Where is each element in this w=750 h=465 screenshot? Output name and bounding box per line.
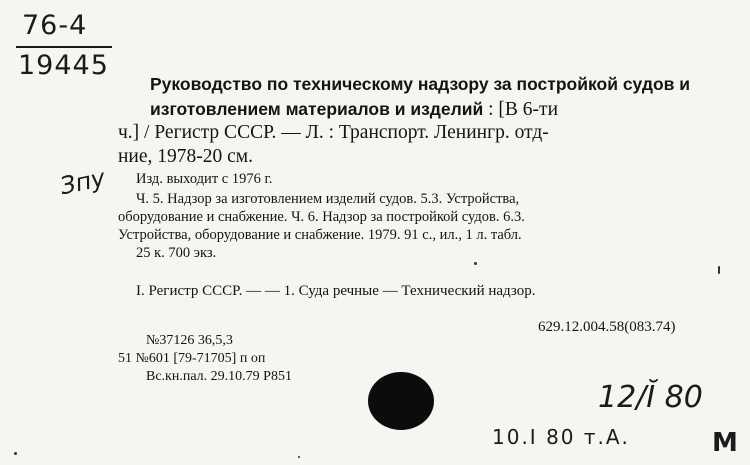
price-line: 25 к. 700 экз.	[136, 245, 217, 261]
call-number-top: 76-4	[22, 10, 88, 41]
title-line1-tail: : [В 6-ти	[488, 99, 559, 120]
ink-blot	[368, 372, 434, 430]
call-number-bottom: 19445	[18, 50, 109, 81]
volume-description-line3: Устройства, оборудование и снабжение. 1979. 91 с., ил., 1 л. табл.	[118, 227, 522, 243]
record-number-3: Вс.кн.пал. 29.10.79 Р851	[146, 369, 292, 384]
record-number-2: 51 №601 [79-71705] п оп	[118, 351, 266, 366]
handwritten-date: 12/Ĭ 80	[598, 380, 703, 415]
handwritten-corner-mark: М	[712, 428, 738, 458]
speck	[718, 266, 720, 274]
volume-description-line1: Ч. 5. Надзор за изготовлением изделий судов. 5.3. Устройства,	[136, 191, 520, 207]
publication-note: Изд. выходит с 1976 г.	[136, 171, 273, 187]
title-line2: ч.] / Регистр СССР. — Л. : Транспорт. Ленингр. отд-	[118, 122, 549, 143]
subject-headings: I. Регистр СССР. — — 1. Суда речные — Технический надзор.	[136, 283, 536, 299]
record-number-1: №37126 36,5,3	[146, 333, 233, 348]
title-line3: ние, 1978-20 см.	[118, 146, 254, 167]
title-bold: Руководство по техническому надзору за постройкой судов и изготовлением материалов и изделий	[150, 74, 691, 119]
handwritten-annotation: Зпу	[57, 163, 108, 201]
classification-number: 629.12.004.58(083.74)	[538, 319, 676, 335]
speck	[298, 456, 300, 458]
speck	[14, 452, 17, 455]
speck	[474, 262, 477, 265]
title-block	[150, 72, 750, 122]
call-number-divider	[16, 46, 112, 48]
handwritten-bottom-note: 10.I 80 т.А.	[492, 425, 630, 449]
volume-description-line2: оборудование и снабжение. Ч. 6. Надзор за постройкой судов. 6.3.	[118, 209, 525, 225]
